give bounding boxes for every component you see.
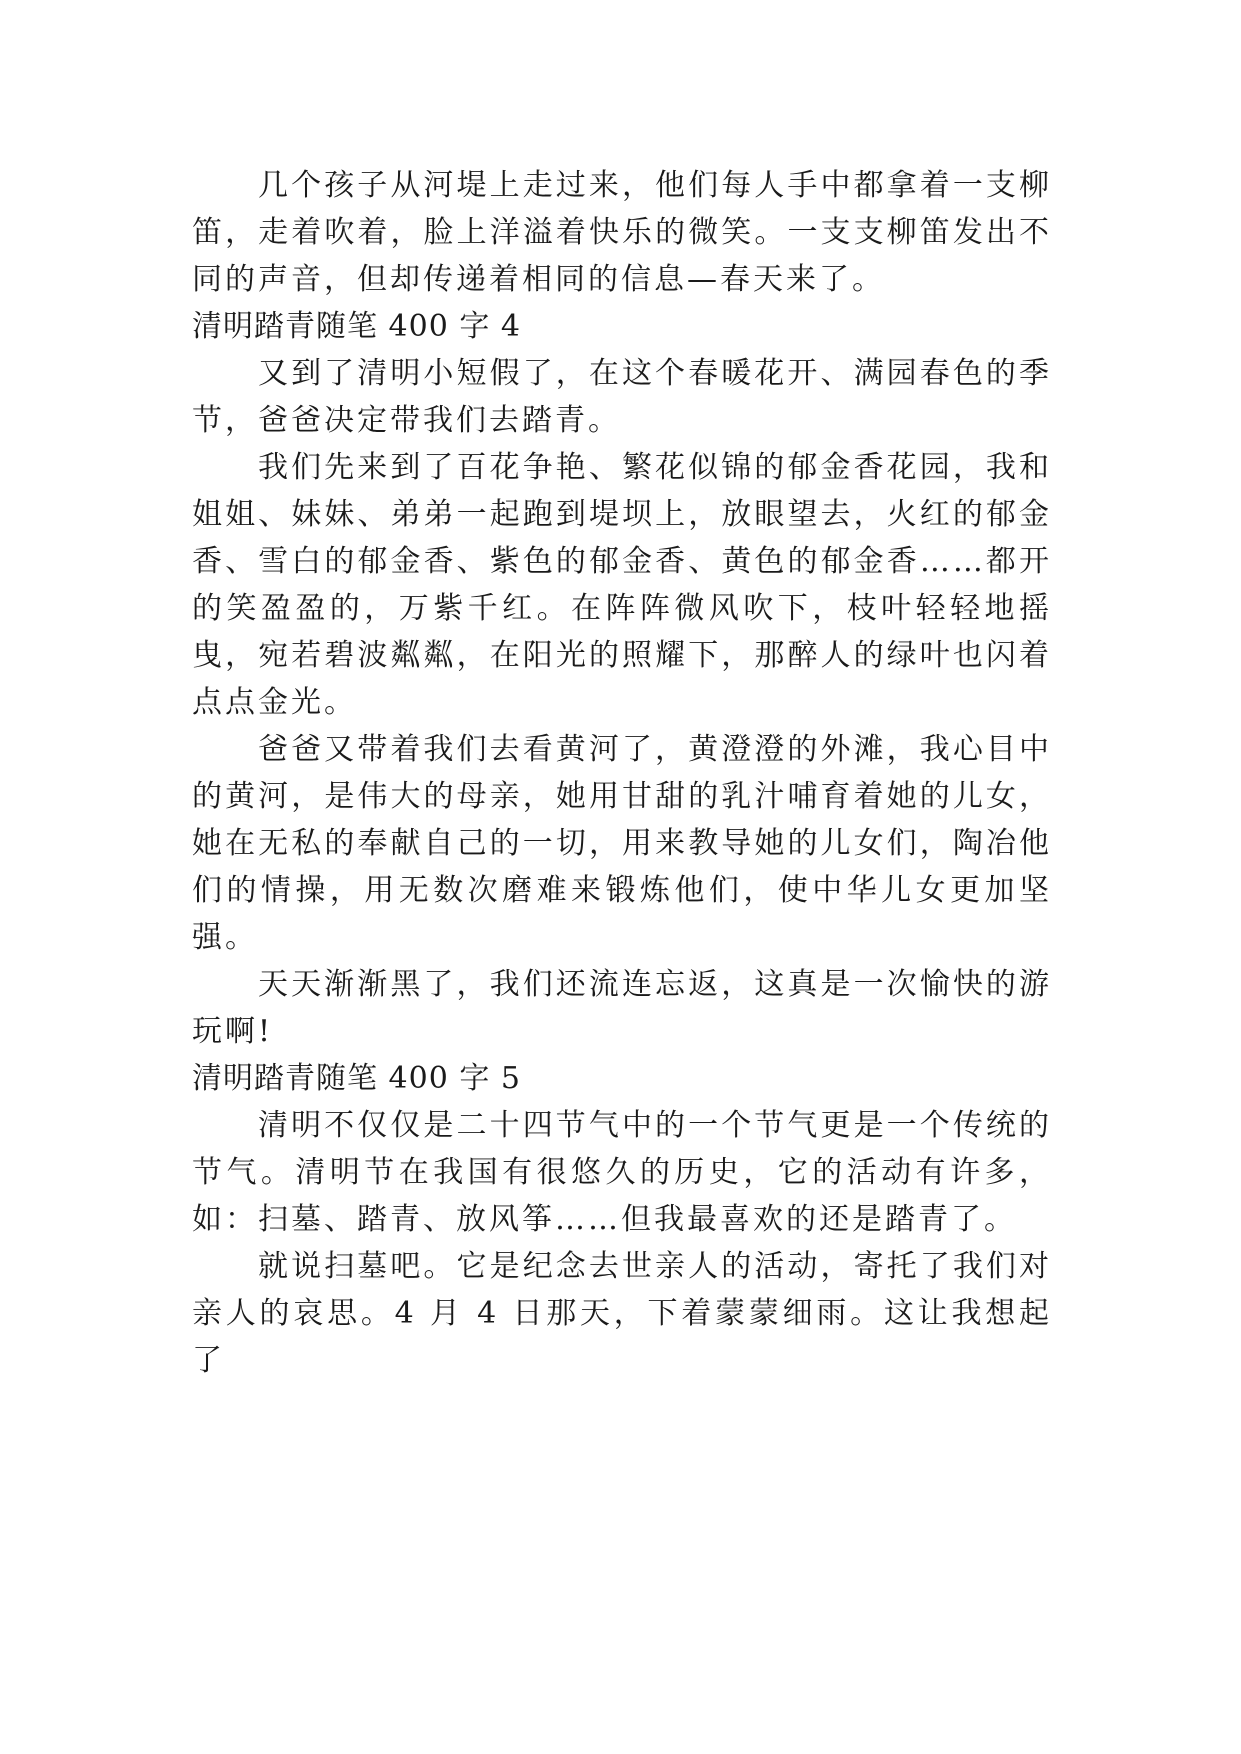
paragraph-qingming-tradition: 清明不仅仅是二十四节气中的一个节气更是一个传统的节气。清明节在我国有很悠久的历史，它的活动有许多，如：扫墓、踏青、放风筝……但我最喜欢的还是踏青了。 <box>192 1108 1052 1237</box>
paragraph-qingming-holiday: 又到了清明小短假了，在这个春暖花开、满园春色的季节，爸爸决定带我们去踏青。 <box>192 356 1052 438</box>
paragraph-willow-flutes: 几个孩子从河堤上走过来，他们每人手中都拿着一支柳笛，走着吹着，脸上洋溢着快乐的微笑。一支支柳笛发出不同的声音，但却传递着相同的信息—春天来了。 <box>192 168 1052 297</box>
section-heading-5: 清明踏青随笔 400 字 5 <box>192 1061 521 1096</box>
paragraph-tomb-sweeping: 就说扫墓吧。它是纪念去世亲人的活动，寄托了我们对亲人的哀思。4 月 4 日那天，下着蒙蒙细雨。这让我想起了 <box>192 1249 1052 1378</box>
document-body <box>192 162 1052 1384</box>
paragraph-nightfall: 天天渐渐黑了，我们还流连忘返，这真是一次愉快的游玩啊! <box>192 967 1052 1049</box>
paragraph-tulip-garden: 我们先来到了百花争艳、繁花似锦的郁金香花园，我和姐姐、妹妹、弟弟一起跑到堤坝上，放眼望去，火红的郁金香、雪白的郁金香、紫色的郁金香、黄色的郁金香……都开的笑盈盈的，万紫千红。在阵阵微风吹下，枝叶轻轻地摇曳，宛若碧波粼粼，在阳光的照耀下，那醉人的绿叶也闪着点点金光。 <box>192 450 1052 720</box>
paragraph-yellow-river: 爸爸又带着我们去看黄河了，黄澄澄的外滩，我心目中的黄河，是伟大的母亲，她用甘甜的乳汁哺育着她的儿女，她在无私的奉献自己的一切，用来教导她的儿女们，陶冶他们的情操，用无数次磨难来锻炼他们，使中华儿女更加坚强。 <box>192 732 1052 955</box>
section-heading-4: 清明踏青随笔 400 字 4 <box>192 309 521 344</box>
